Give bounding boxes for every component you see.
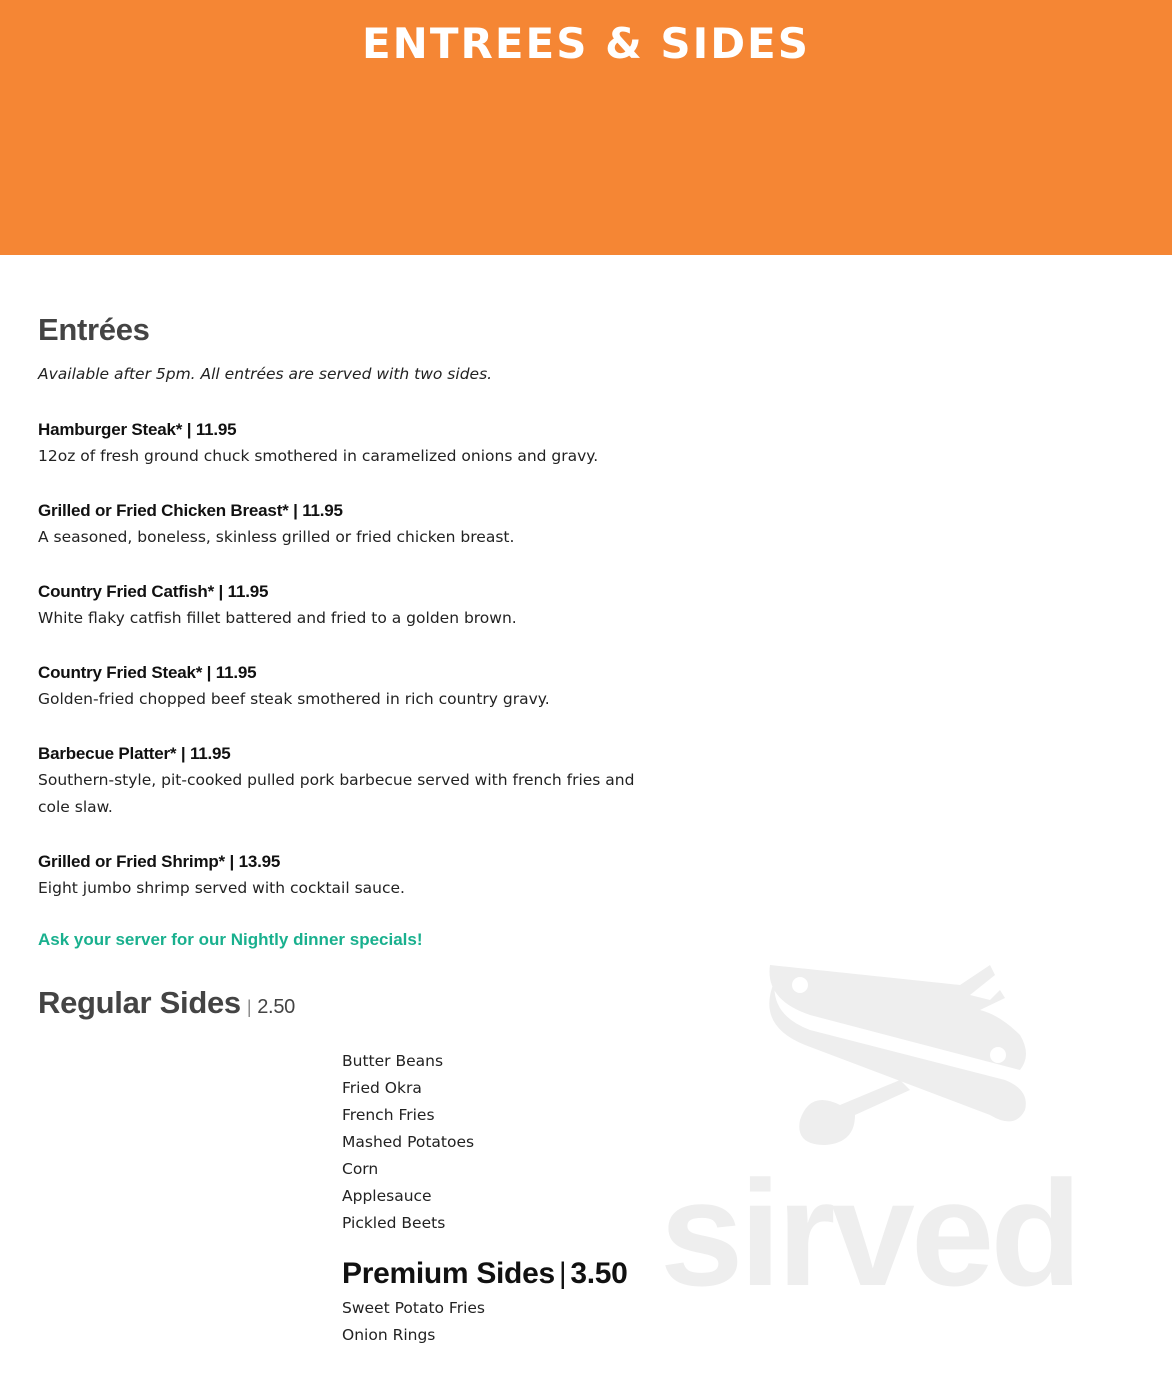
regular-sides-separator: | [246,997,252,1017]
regular-sides-heading [38,985,295,1021]
entree-name: Grilled or Fried Shrimp* [38,852,225,871]
entree-heading: Country Fried Steak* | 11.95 [38,663,257,682]
entree-heading: Grilled or Fried Shrimp* | 13.95 [38,852,281,871]
regular-sides-title: Regular Sides [38,985,241,1020]
entree-item [38,578,658,632]
premium-sides-heading [342,1257,628,1291]
side-item: Corn [342,1160,379,1178]
entree-description: Golden-fried chopped beef steak smothered in rich country gravy. [38,690,550,708]
entree-heading: Hamburger Steak* | 11.95 [38,420,237,439]
entree-heading: Country Fried Catfish* | 11.95 [38,582,269,601]
entree-name: Country Fried Steak* [38,663,203,682]
entree-name: Grilled or Fried Chicken Breast* [38,501,289,520]
sirved-watermark [660,905,1120,1305]
side-item: French Fries [342,1106,435,1124]
entree-name: Hamburger Steak* [38,420,183,439]
entree-name: Country Fried Catfish* [38,582,215,601]
entree-name: Barbecue Platter* [38,744,177,763]
page-title: ENTREES & SIDES [361,19,810,68]
entree-heading: Grilled or Fried Chicken Breast* | 11.95 [38,501,343,520]
entree-item [38,416,658,470]
header-banner [0,0,1172,255]
specials-note: Ask your server for our Nightly dinner specials! [38,930,423,949]
entree-item [38,659,658,713]
utensils-logo-icon [769,965,1026,1145]
entree-description: A seasoned, boneless, skinless grilled or fried chicken breast. [38,528,515,546]
entree-price: 11.95 [189,744,231,763]
entrees-heading: Entrées [38,312,150,347]
entree-price: 11.95 [227,582,269,601]
entree-description: White flaky catfish fillet battered and fried to a golden brown. [38,609,517,627]
entree-price: 11.95 [215,663,257,682]
entree-price: 11.95 [195,420,237,439]
premium-sides-price: 3.50 [570,1257,628,1290]
watermark-text: sirved [660,1149,1078,1305]
premium-sides-title: Premium Sides [342,1257,555,1290]
premium-sides-list [342,1295,485,1349]
entree-description: 12oz of fresh ground chuck smothered in caramelized onions and gravy. [38,447,599,465]
entree-item [38,848,658,902]
premium-sides-separator: | [558,1257,567,1290]
side-item: Butter Beans [342,1052,444,1070]
entree-description: Eight jumbo shrimp served with cocktail sauce. [38,879,405,897]
entree-description: Southern-style, pit-cooked pulled pork barbecue served with french fries and cole slaw. [38,771,635,816]
side-item: Onion Rings [342,1326,436,1344]
entree-item [38,497,658,551]
entree-heading: Barbecue Platter* | 11.95 [38,744,231,763]
entree-item [38,740,658,821]
side-item: Sweet Potato Fries [342,1299,486,1317]
entree-price: 11.95 [302,501,343,520]
entrees-intro: Available after 5pm. All entrées are served with two sides. [38,365,493,383]
entree-price: 13.95 [238,852,281,871]
regular-sides-list [342,1048,474,1237]
regular-sides-price: 2.50 [257,996,295,1018]
side-item: Applesauce [342,1187,432,1205]
side-item: Pickled Beets [342,1214,446,1232]
side-item: Mashed Potatoes [342,1133,475,1151]
side-item: Fried Okra [342,1079,422,1097]
